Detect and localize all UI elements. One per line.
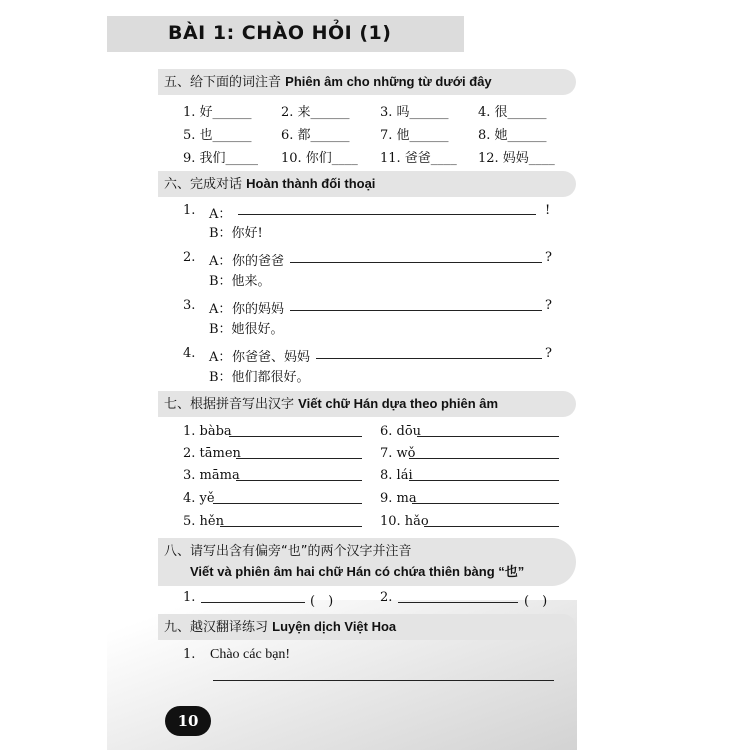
dialog-a-end: !: [545, 203, 551, 218]
section-6-header: [158, 171, 576, 197]
pinyin-item: 2. tāmen: [183, 446, 241, 461]
s5-item: 11. 爸爸____: [380, 151, 457, 166]
dialog-b: B：你好!: [209, 226, 263, 241]
section-5-zh: 五、给下面的词注音: [164, 75, 282, 90]
s5-item: 9. 我们_____: [183, 151, 259, 166]
pinyin-item: 6. dōu: [380, 424, 422, 439]
pinyin-item: 10. hǎo: [380, 514, 429, 529]
section-5-vn: Phiên âm cho những từ dưới đây: [285, 74, 492, 89]
section-8-vn: Viết và phiên âm hai chữ Hán có chứa thiên bàng “也”: [190, 564, 525, 579]
dialog-a-end: ?: [545, 298, 552, 313]
dialog-a-end: ?: [545, 250, 552, 265]
answer-line: [213, 503, 362, 504]
dialog-b: B：他们都很好。: [209, 370, 310, 385]
dialog-a-end: ?: [545, 346, 552, 361]
answer-line: [220, 526, 362, 527]
dialog-a-text: 你的爸爸: [232, 254, 285, 269]
page-number-badge: 10: [165, 706, 211, 736]
s5-item: 5. 也______: [183, 128, 252, 143]
pinyin-item: 5. hěn: [183, 514, 224, 529]
dialog-a-text: 你爸爸、妈妈: [232, 350, 311, 365]
dialog-num: 4.: [183, 346, 196, 361]
dialog-a-label: A：: [209, 254, 232, 269]
section-7-zh: 七、根据拼音写出汉字: [164, 397, 295, 412]
section-7-vn: Viết chữ Hán dựa theo phiên âm: [298, 396, 499, 411]
answer-line: [316, 358, 542, 359]
s8-paren: ( ): [524, 594, 548, 609]
answer-line: [409, 480, 559, 481]
answer-line: [424, 526, 559, 527]
s5-item: 2. 来______: [281, 105, 350, 120]
answer-line: [290, 310, 542, 311]
dialog-a-label: A：: [209, 302, 232, 317]
answer-line: [412, 503, 559, 504]
dialog-a-label: A：: [209, 207, 232, 222]
s5-item: 8. 她______: [478, 128, 547, 143]
answer-line: [398, 602, 518, 603]
s5-item: 12. 妈妈____: [478, 151, 555, 166]
pinyin-item: 1. bàba: [183, 424, 232, 439]
s5-item: 6. 都______: [281, 128, 350, 143]
section-9-zh: 九、越汉翻译练习: [164, 620, 269, 635]
dialog-num: 2.: [183, 250, 196, 265]
dialog-a-text: 你的妈妈: [232, 302, 285, 317]
lesson-title: BÀI 1: CHÀO HỎI (1): [168, 22, 392, 44]
answer-line: [238, 214, 536, 215]
s9-sentence: Chào các bạn!: [210, 647, 291, 662]
answer-line: [229, 436, 362, 437]
pinyin-item: 3. māma: [183, 468, 240, 483]
dialog-num: 3.: [183, 298, 196, 313]
s5-item: 3. 吗______: [380, 105, 449, 120]
s5-item: 4. 很______: [478, 105, 547, 120]
section-9-vn: Luyện dịch Việt Hoa: [272, 619, 397, 634]
answer-line: [290, 262, 542, 263]
section-8-header: [158, 538, 576, 586]
s8-paren: ( ): [310, 594, 334, 609]
s8-num: 1.: [183, 590, 196, 605]
answer-line: [236, 458, 362, 459]
section-6-vn: Hoàn thành đối thoại: [246, 176, 376, 191]
dialog-num: 1.: [183, 203, 196, 218]
s5-item: 7. 他______: [380, 128, 449, 143]
pinyin-item: 8. lái: [380, 468, 413, 483]
s9-num: 1.: [183, 647, 196, 662]
answer-line: [213, 680, 554, 681]
answer-line: [417, 436, 559, 437]
section-6-zh: 六、完成对话: [164, 177, 243, 192]
section-9-header: [158, 614, 576, 640]
s5-item: 1. 好______: [183, 105, 252, 120]
dialog-b: B：他来。: [209, 274, 271, 289]
pinyin-item: 7. wǒ: [380, 446, 416, 461]
dialog-b: B：她很好。: [209, 322, 284, 337]
answer-line: [409, 458, 559, 459]
s5-item: 10. 你们____: [281, 151, 358, 166]
dialog-a-label: A：: [209, 350, 232, 365]
pinyin-item: 4. yě: [183, 491, 215, 506]
section-8-zh: 八、请写出含有偏旁“也”的两个汉字并注音: [164, 544, 412, 559]
section-7-header: [158, 391, 576, 417]
s8-num: 2.: [380, 590, 393, 605]
pinyin-item: 9. ma: [380, 491, 417, 506]
answer-line: [201, 602, 305, 603]
section-5-header: [158, 69, 576, 95]
answer-line: [236, 480, 362, 481]
